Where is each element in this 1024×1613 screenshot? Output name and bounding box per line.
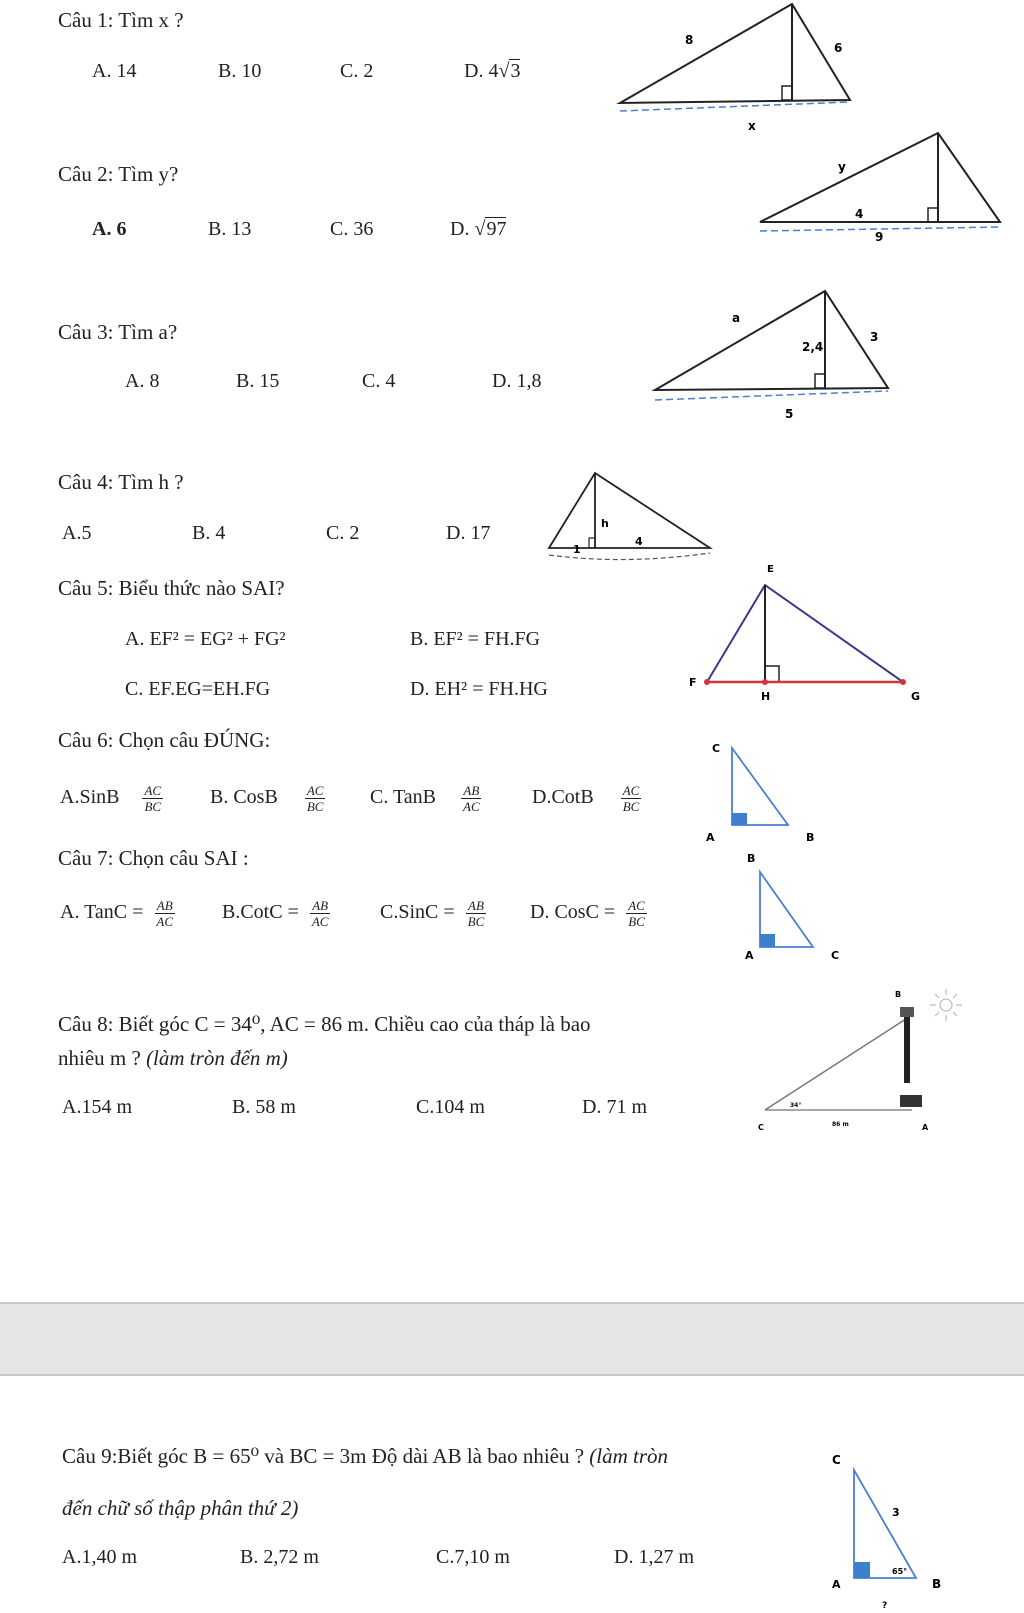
q2-triangle-figure	[755, 125, 1020, 250]
q6-option-a[interactable]	[60, 783, 169, 814]
q3-label-base: 5	[785, 407, 794, 421]
q6-d-label: D.CotB	[532, 786, 594, 809]
q4-label-left: 1	[573, 543, 581, 556]
q8-label-angle: 34°	[790, 1102, 802, 1109]
q7-title: Câu 7: Chọn câu SAI :	[58, 846, 249, 870]
q2-label-seg: 4	[855, 207, 864, 221]
q2-option-d[interactable]: D. √97	[450, 218, 507, 240]
q9-triangle-figure	[820, 1440, 970, 1613]
q3-title: Câu 3: Tìm a?	[58, 320, 178, 344]
q9-line1	[62, 1444, 668, 1469]
q1-option-d[interactable]: D. 4√3	[464, 60, 521, 82]
q5-label-G: G	[911, 690, 921, 703]
q6-option-d[interactable]	[532, 783, 647, 814]
q6-b-label: B. CosB	[210, 786, 278, 809]
q6-option-b[interactable]	[210, 783, 331, 814]
q3-label-h: 2,4	[802, 340, 824, 354]
q6-triangle-figure	[700, 738, 830, 848]
q1-label-leg: 6	[834, 41, 843, 55]
q7-b-label: B.CotC =	[222, 901, 299, 924]
q9-option-a[interactable]: A.1,40 m	[62, 1546, 137, 1568]
sun-icon	[930, 989, 962, 1021]
q6-d-den: BC	[622, 799, 640, 814]
q4-option-d[interactable]: D. 17	[446, 522, 491, 544]
q9-option-c[interactable]: C.7,10 m	[436, 1546, 510, 1568]
q6-c-label: C. TanB	[370, 786, 437, 809]
q9-line1a: Câu 9:Biết góc B = 65⁰ và BC = 3m Độ dài AB là bao nhiêu ?	[62, 1444, 590, 1468]
q6-c-num: AB	[463, 783, 480, 798]
q2-option-c[interactable]: C. 36	[330, 218, 374, 240]
q3-label-side: a	[732, 311, 741, 325]
q9-label-angle: 65°	[892, 1567, 908, 1576]
q1-option-c[interactable]: C. 2	[340, 60, 374, 82]
page-separator-band	[0, 1302, 1024, 1376]
q8-label-C: C	[758, 1123, 764, 1132]
q2-d-root: 97	[486, 218, 507, 240]
q8-line2a: nhiêu m ?	[58, 1046, 147, 1070]
q1-option-b[interactable]: B. 10	[218, 60, 262, 82]
q9-line1b: (làm tròn	[589, 1444, 669, 1468]
q7-a-num: AB	[156, 898, 173, 913]
q7-c-label: C.SinC =	[380, 901, 455, 924]
q3-triangle-figure	[650, 285, 900, 425]
q9-option-b[interactable]: B. 2,72 m	[240, 1546, 319, 1568]
q8-option-c[interactable]: C.104 m	[416, 1096, 485, 1118]
q2-label-base: 9	[875, 230, 884, 244]
q7-c-num: AB	[468, 898, 484, 913]
q7-d-num: AC	[628, 898, 645, 913]
q2-d-prefix: D.	[450, 218, 475, 240]
q4-option-b[interactable]: B. 4	[192, 522, 226, 544]
q7-c-den: BC	[467, 914, 485, 929]
q8-label-dist: 86 m	[832, 1121, 849, 1128]
q9-label-hyp: 3	[892, 1506, 900, 1519]
q7-d-label: D. CosC =	[530, 901, 616, 924]
q8-tower-figure	[750, 985, 970, 1135]
q4-triangle-figure	[545, 465, 715, 575]
q7-label-C: C	[831, 949, 840, 962]
q6-c-den: AC	[463, 799, 480, 814]
q6-a-den: BC	[144, 799, 162, 814]
q1-d-prefix: D. 4	[464, 60, 499, 82]
q4-option-a[interactable]: A.5	[62, 522, 92, 544]
q7-d-den: BC	[628, 914, 645, 929]
q9-label-C: C	[832, 1453, 841, 1467]
q8-label-A: A	[922, 1123, 929, 1132]
q7-label-A: A	[745, 949, 754, 962]
q9-label-A: A	[832, 1578, 841, 1591]
q7-a-label: A. TanC =	[60, 901, 144, 924]
q4-title: Câu 4: Tìm h ?	[58, 470, 184, 494]
q5-label-E: E	[767, 564, 774, 575]
q6-label-B: B	[806, 831, 815, 844]
q3-option-d[interactable]: D. 1,8	[492, 370, 542, 392]
q5-triangle-figure	[685, 560, 925, 710]
q7-b-num: AB	[312, 898, 329, 913]
q9-option-d[interactable]: D. 1,27 m	[614, 1546, 694, 1568]
q8-label-B: B	[895, 990, 902, 999]
q3-option-a[interactable]: A. 8	[125, 370, 160, 392]
q7-label-B: B	[747, 852, 756, 865]
q5-option-a[interactable]: A. EF² = EG² + FG²	[125, 628, 286, 650]
q7-a-den: AC	[156, 914, 174, 929]
q7-option-c[interactable]	[380, 898, 492, 929]
q7-option-d[interactable]	[530, 898, 653, 929]
q6-b-den: BC	[306, 799, 324, 814]
q7-b-den: AC	[311, 914, 329, 929]
q4-label-h: h	[601, 517, 609, 530]
q2-label-side: y	[838, 160, 846, 174]
q1-triangle-figure	[610, 0, 860, 140]
q7-option-b[interactable]	[222, 898, 336, 929]
q1-title: Câu 1: Tìm x ?	[58, 8, 184, 32]
q3-label-leg: 3	[870, 330, 879, 344]
q9-label-q: ?	[882, 1601, 888, 1611]
q6-label-A: A	[706, 831, 715, 844]
q6-d-num: AC	[622, 783, 640, 798]
q5-label-H: H	[761, 690, 771, 703]
q3-option-b[interactable]: B. 15	[236, 370, 280, 392]
q1-d-root: 3	[510, 60, 521, 82]
q5-option-d[interactable]: D. EH² = FH.HG	[410, 678, 548, 700]
q6-a-num: AC	[144, 783, 162, 798]
q6-option-c[interactable]	[370, 783, 488, 814]
q3-option-c[interactable]: C. 4	[362, 370, 396, 392]
q2-option-a[interactable]: A. 6	[92, 218, 127, 240]
q8-option-b[interactable]: B. 58 m	[232, 1096, 296, 1118]
q8-option-a[interactable]: A.154 m	[62, 1096, 132, 1118]
q4-label-right: 4	[635, 535, 643, 548]
q5-option-c[interactable]: C. EF.EG=EH.FG	[125, 678, 271, 700]
q2-option-b[interactable]: B. 13	[208, 218, 252, 240]
q1-label-hyp: 8	[685, 33, 694, 47]
q6-a-label: A.SinB	[60, 786, 120, 809]
q2-title: Câu 2: Tìm y?	[58, 162, 179, 186]
q1-label-base: x	[748, 119, 756, 133]
q9-label-B: B	[932, 1577, 942, 1591]
q8-line2	[58, 1046, 288, 1071]
q4-option-c[interactable]: C. 2	[326, 522, 360, 544]
q8-line2b: (làm tròn đến m)	[146, 1046, 288, 1070]
q5-option-b[interactable]: B. EF² = FH.FG	[410, 628, 541, 650]
q8-line1: Câu 8: Biết góc C = 34⁰, AC = 86 m. Chiều cao của tháp là bao	[58, 1012, 591, 1036]
q6-label-C: C	[712, 742, 721, 755]
q1-option-a[interactable]: A. 14	[92, 60, 137, 82]
q5-label-F: F	[689, 676, 697, 689]
q7-triangle-figure	[735, 852, 855, 964]
q6-b-num: AC	[306, 783, 324, 798]
q5-title: Câu 5: Biểu thức nào SAI?	[58, 576, 285, 600]
q8-option-d[interactable]: D. 71 m	[582, 1096, 647, 1118]
q6-title: Câu 6: Chọn câu ĐÚNG:	[58, 728, 271, 752]
q9-line2: đến chữ số thập phân thứ 2)	[62, 1496, 299, 1520]
q7-option-a[interactable]	[60, 898, 181, 929]
